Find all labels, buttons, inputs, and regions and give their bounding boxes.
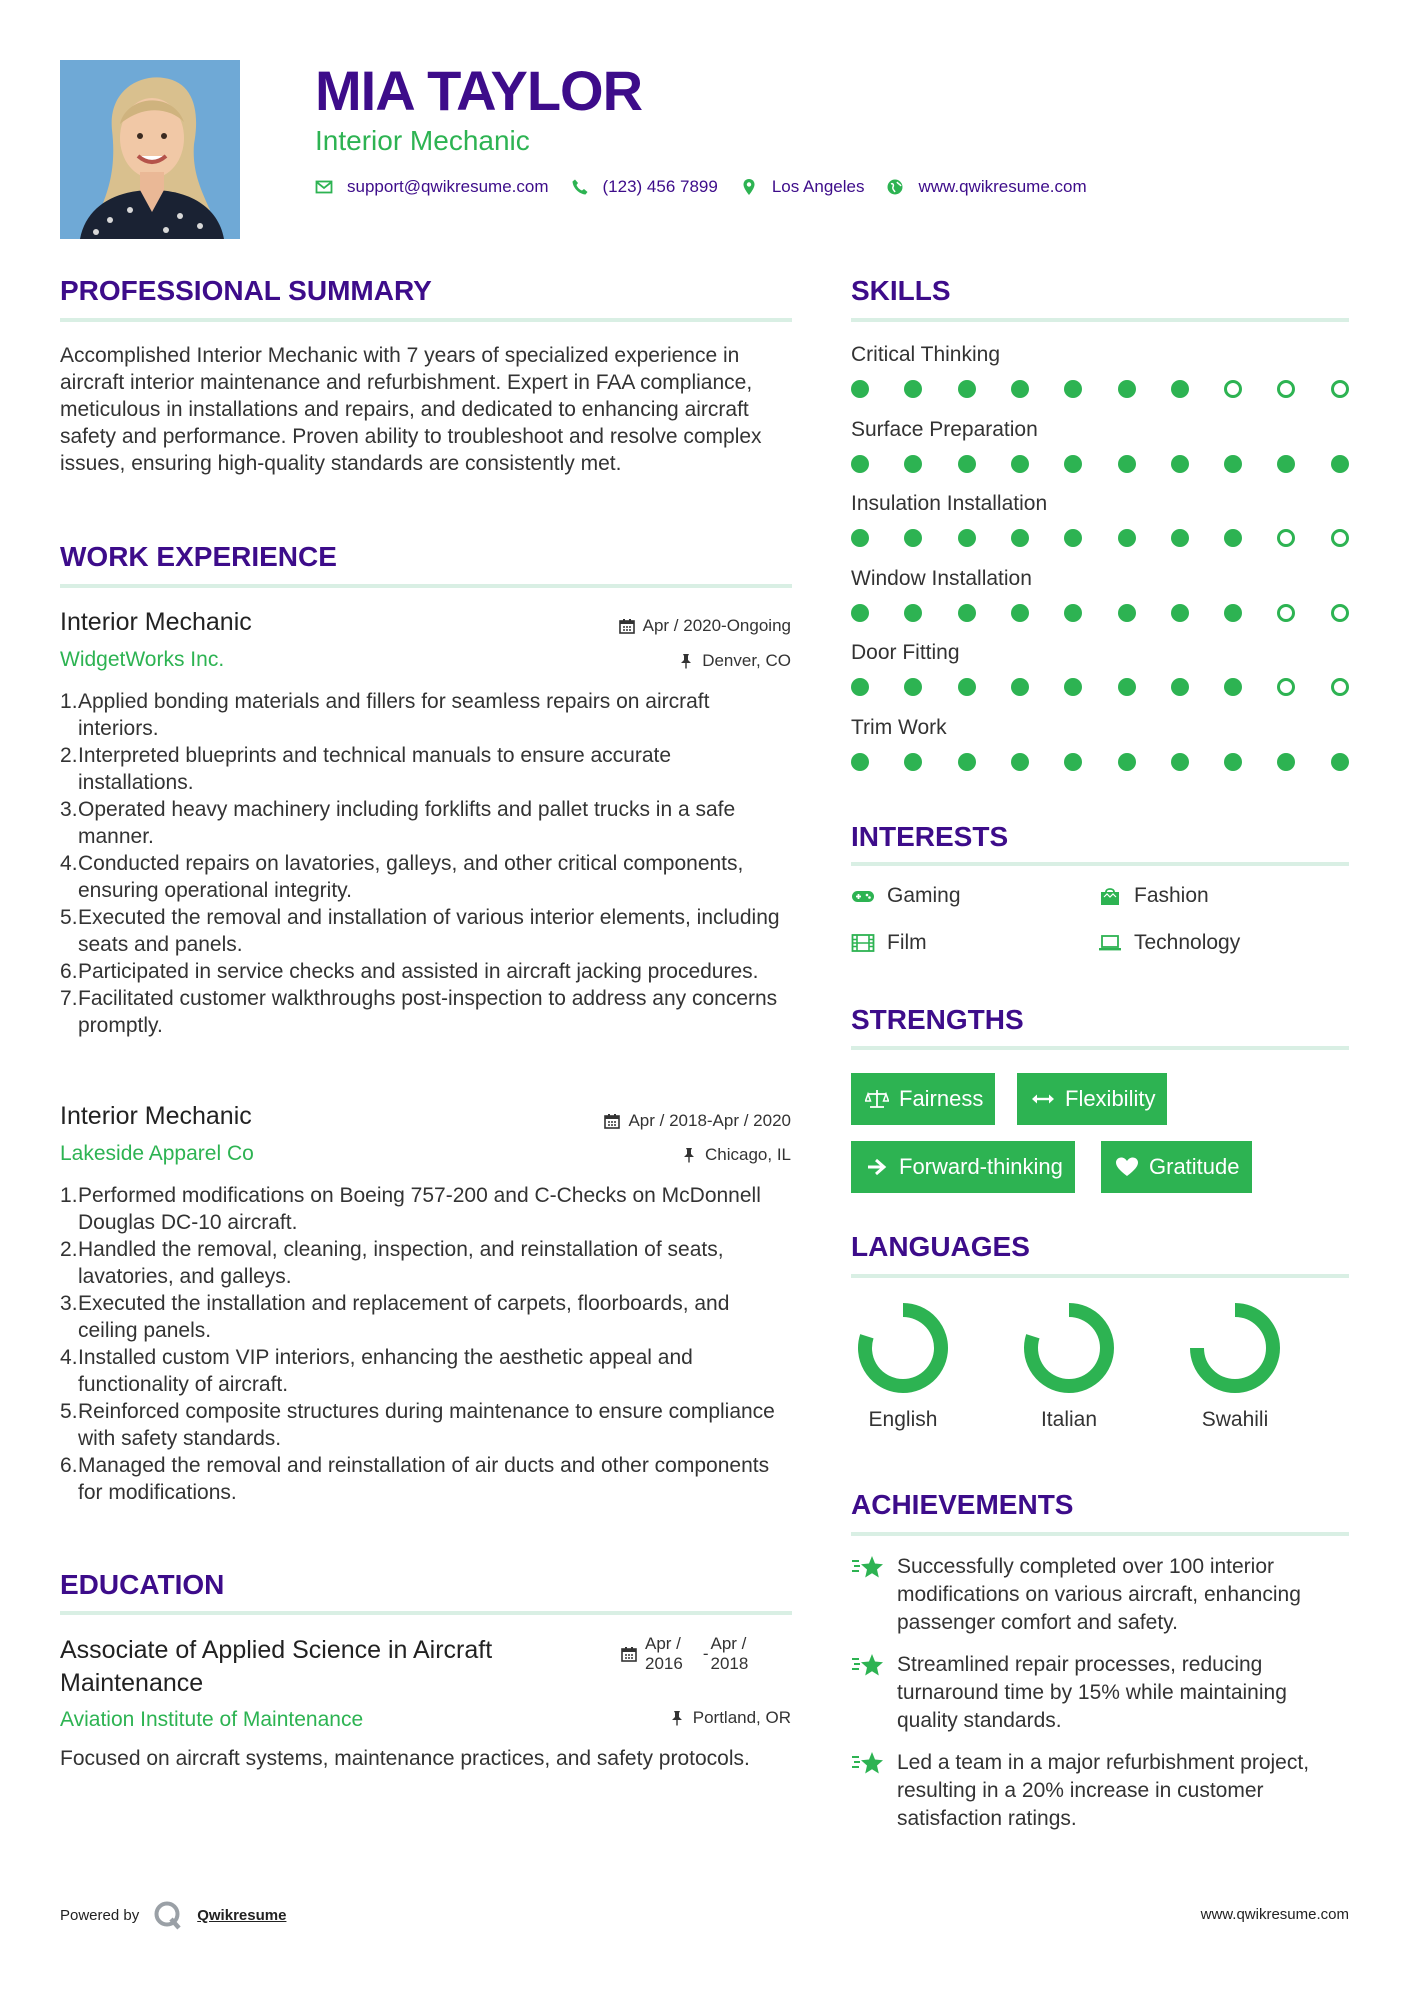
degree-line-2: Maintenance bbox=[60, 1669, 204, 1697]
skill-dot-filled bbox=[904, 380, 922, 398]
skill-dot-filled bbox=[1064, 678, 1082, 696]
skill-dot-filled bbox=[1331, 753, 1349, 771]
phone-text: (123) 456 7899 bbox=[602, 177, 718, 196]
job-2-dates-text: Apr / 2018-Apr / 2020 bbox=[628, 1111, 791, 1130]
job-1-dates bbox=[619, 616, 791, 636]
list-item: Handled the removal, cleaning, inspection, and reinstallation of seats, lavatories, and galleys. bbox=[78, 1238, 724, 1288]
summary-text: Accomplished Interior Mechanic with 7 years of specialized experience in aircraft interior maintenance and refurbishment. Expert in FAA compliance, meticulous in installations and repairs, and dedicated to enhancing aircraft safety and performance. Proven ability to troubleshoot and resolve complex issues, ensuring high-quality standards are consistently met. bbox=[60, 344, 762, 475]
skill-dot-filled bbox=[1011, 455, 1029, 473]
skill-dot-filled bbox=[958, 678, 976, 696]
start-year: 2016 bbox=[645, 1654, 683, 1673]
skill-name: Door Fitting bbox=[851, 641, 960, 665]
language-english bbox=[838, 1302, 968, 1432]
education-school: Aviation Institute of Maintenance bbox=[60, 1708, 364, 1731]
list-item: Performed modifications on Boeing 757-200 and C-Checks on McDonnell Douglas DC-10 aircraft. bbox=[78, 1184, 761, 1234]
calendar-icon bbox=[619, 618, 635, 634]
list-item: Interpreted blueprints and technical manuals to ensure accurate installations. bbox=[78, 744, 672, 794]
shooting-star-icon bbox=[851, 1651, 885, 1681]
skill-dot-filled bbox=[1224, 455, 1242, 473]
skill-dot-filled bbox=[1118, 455, 1136, 473]
skill-dot-filled bbox=[1224, 753, 1242, 771]
skill-dot-empty bbox=[1277, 678, 1295, 696]
achievement-2 bbox=[851, 1651, 1351, 1735]
pushpin-icon bbox=[669, 1710, 685, 1726]
education-description: Focused on aircraft systems, maintenance practices, and safety protocols. bbox=[60, 1747, 750, 1770]
skill-dot-filled bbox=[1171, 380, 1189, 398]
skill-dot-filled bbox=[958, 380, 976, 398]
skill-dot-filled bbox=[1118, 529, 1136, 547]
job-1-dates-text: Apr / 2020-Ongoing bbox=[642, 616, 791, 635]
list-item: Managed the removal and reinstallation of air ducts and other components for modifications. bbox=[78, 1454, 770, 1504]
job-1-location-text: Denver, CO bbox=[702, 651, 791, 670]
list-item: Executed the installation and replacement of carpets, floorboards, and ceiling panels. bbox=[78, 1292, 730, 1342]
language-italian-ring bbox=[1023, 1302, 1115, 1394]
education-degree bbox=[60, 1634, 492, 1700]
job-1-company: WidgetWorks Inc. bbox=[60, 648, 225, 671]
interest-label: Technology bbox=[1134, 931, 1241, 954]
strength-label: Gratitude bbox=[1149, 1154, 1240, 1179]
skill-dot-filled bbox=[1118, 604, 1136, 622]
website-text: www.qwikresume.com bbox=[918, 177, 1087, 196]
achievement-text: Successfully completed over 100 interior modifications on various aircraft, enhancing passenger comfort and safety. bbox=[897, 1555, 1301, 1634]
skill-dot-empty bbox=[1331, 604, 1349, 622]
job-2-company: Lakeside Apparel Co bbox=[60, 1142, 254, 1165]
skill-name: Trim Work bbox=[851, 716, 947, 739]
language-name: English bbox=[868, 1408, 938, 1431]
education-dates bbox=[621, 1634, 748, 1674]
skill-dot-filled bbox=[1064, 604, 1082, 622]
skill-dot-filled bbox=[1011, 678, 1029, 696]
education-start bbox=[645, 1634, 683, 1674]
achievement-text: Streamlined repair processes, reducing turnaround time by 15% while maintaining quality standards. bbox=[897, 1653, 1287, 1732]
skill-dot-empty bbox=[1224, 380, 1242, 398]
strength-label: Fairness bbox=[899, 1086, 984, 1111]
avatar bbox=[60, 60, 240, 239]
skill-dot-filled bbox=[1277, 455, 1295, 473]
skill-name: Surface Preparation bbox=[851, 417, 1038, 441]
calendar-icon bbox=[621, 1646, 637, 1662]
skill-dot-empty bbox=[1277, 529, 1295, 547]
job-1-location bbox=[678, 651, 791, 671]
skill-dot-filled bbox=[904, 455, 922, 473]
interests-divider bbox=[851, 862, 1349, 866]
end-year: 2018 bbox=[710, 1654, 749, 1673]
skill-dot-filled bbox=[958, 455, 976, 473]
skill-rating bbox=[851, 380, 1349, 400]
start-month: Apr / bbox=[645, 1634, 681, 1653]
contact-email[interactable] bbox=[315, 177, 549, 197]
education-location-text: Portland, OR bbox=[692, 1708, 791, 1727]
job-1-role: Interior Mechanic bbox=[60, 608, 252, 636]
degree-line-1: Associate of Applied Science in Aircraft bbox=[60, 1636, 493, 1664]
skill-dot-filled bbox=[1224, 604, 1242, 622]
achievements-heading: ACHIEVEMENTS bbox=[851, 1489, 1074, 1520]
end-month: Apr / bbox=[710, 1634, 747, 1653]
calendar-icon bbox=[604, 1113, 620, 1129]
list-item: Installed custom VIP interiors, enhancing the aesthetic appeal and functionality of aircraft. bbox=[78, 1346, 693, 1396]
skill-dot-filled bbox=[1171, 678, 1189, 696]
skill-dot-filled bbox=[1064, 753, 1082, 771]
shooting-star-icon bbox=[851, 1553, 885, 1583]
achievement-text: Led a team in a major refurbishment project, resulting in a 20% increase in customer satisfaction ratings. bbox=[897, 1751, 1310, 1830]
experience-divider bbox=[60, 584, 792, 588]
skill-dot-filled bbox=[1171, 455, 1189, 473]
skill-dot-filled bbox=[904, 529, 922, 547]
location-text: Los Angeles bbox=[771, 177, 865, 196]
skill-dot-filled bbox=[1171, 604, 1189, 622]
skill-name: Critical Thinking bbox=[851, 343, 1000, 366]
skill-dot-filled bbox=[1118, 678, 1136, 696]
skill-dot-empty bbox=[1277, 604, 1295, 622]
skill-dot-filled bbox=[1224, 529, 1242, 547]
interests-heading: INTERESTS bbox=[851, 821, 1009, 852]
achievement-1 bbox=[851, 1553, 1351, 1637]
envelope-icon bbox=[315, 178, 333, 196]
language-name: Italian bbox=[1040, 1408, 1098, 1431]
skill-dot-empty bbox=[1331, 678, 1349, 696]
skill-dot-filled bbox=[851, 604, 869, 622]
skill-dot-filled bbox=[904, 604, 922, 622]
skill-dot-filled bbox=[1011, 529, 1029, 547]
strengths-heading: STRENGTHS bbox=[851, 1004, 1024, 1035]
skill-dot-filled bbox=[1064, 455, 1082, 473]
interest-label: Film bbox=[887, 931, 927, 954]
list-item: Applied bonding materials and fillers for seamless repairs on aircraft interiors. bbox=[78, 690, 710, 740]
job-2-dates bbox=[604, 1111, 791, 1131]
strength-flexibility bbox=[1017, 1073, 1167, 1125]
skill-dot-filled bbox=[904, 678, 922, 696]
education-heading: EDUCATION bbox=[60, 1569, 225, 1600]
strength-label: Flexibility bbox=[1065, 1086, 1156, 1111]
interest-film bbox=[851, 930, 927, 956]
language-italian bbox=[1004, 1302, 1134, 1432]
skill-name: Window Installation bbox=[851, 566, 1032, 590]
skill-dot-filled bbox=[1011, 380, 1029, 398]
shooting-star-icon bbox=[851, 1749, 885, 1779]
skill-dot-filled bbox=[851, 455, 869, 473]
skill-dot-filled bbox=[851, 753, 869, 771]
film-icon bbox=[851, 933, 875, 953]
skill-dot-filled bbox=[1224, 678, 1242, 696]
languages-divider bbox=[851, 1274, 1349, 1278]
strengths-divider bbox=[851, 1046, 1349, 1050]
skill-dot-filled bbox=[1011, 604, 1029, 622]
pushpin-icon bbox=[678, 653, 694, 669]
qwikresume-logo-icon bbox=[153, 1900, 183, 1930]
candidate-title: Interior Mechanic bbox=[315, 125, 530, 156]
strength-forward-thinking bbox=[851, 1141, 1075, 1193]
skill-name: Insulation Installation bbox=[851, 492, 1048, 516]
skill-dot-filled bbox=[1011, 753, 1029, 771]
pushpin-icon bbox=[681, 1147, 697, 1163]
skill-dot-filled bbox=[1118, 753, 1136, 771]
list-item: Participated in service checks and assisted in aircraft jacking procedures. bbox=[78, 960, 759, 983]
skill-dot-filled bbox=[1331, 455, 1349, 473]
list-item: Operated heavy machinery including forklifts and pallet trucks in a safe manner. bbox=[78, 798, 736, 848]
job-1-duties bbox=[60, 688, 790, 1039]
skill-dot-filled bbox=[958, 753, 976, 771]
strength-label: Forward-thinking bbox=[899, 1154, 1063, 1179]
skill-dot-filled bbox=[1064, 529, 1082, 547]
skill-dot-filled bbox=[1171, 529, 1189, 547]
summary-heading: PROFESSIONAL SUMMARY bbox=[60, 275, 432, 306]
interest-fashion bbox=[1098, 883, 1209, 909]
laptop-icon bbox=[1098, 933, 1122, 953]
gamepad-icon bbox=[851, 886, 875, 906]
balance-scale-icon bbox=[865, 1088, 889, 1110]
powered-by-text: Powered by bbox=[60, 1906, 140, 1924]
languages-heading: LANGUAGES bbox=[851, 1231, 1030, 1262]
skill-dot-filled bbox=[1277, 753, 1295, 771]
skill-dot-filled bbox=[851, 529, 869, 547]
contact-website[interactable] bbox=[886, 177, 1086, 197]
skill-dot-filled bbox=[851, 380, 869, 398]
skills-heading: SKILLS bbox=[851, 275, 951, 306]
list-item: Reinforced composite structures during maintenance to ensure compliance with safety standards. bbox=[78, 1400, 775, 1450]
skill-dot-filled bbox=[904, 753, 922, 771]
skill-dot-filled bbox=[1171, 753, 1189, 771]
skill-dot-filled bbox=[958, 604, 976, 622]
date-dash: - bbox=[702, 1644, 709, 1663]
globe-icon bbox=[886, 178, 904, 196]
achievement-3 bbox=[851, 1749, 1351, 1833]
footer-powered-by bbox=[60, 1900, 286, 1930]
job-2-location-text: Chicago, IL bbox=[705, 1145, 791, 1164]
achievements-divider bbox=[851, 1532, 1349, 1536]
skill-dot-empty bbox=[1277, 380, 1295, 398]
contact-phone[interactable] bbox=[571, 177, 718, 197]
job-2-location bbox=[681, 1145, 791, 1165]
phone-icon bbox=[571, 178, 589, 196]
language-english-ring bbox=[857, 1302, 949, 1394]
list-item: Executed the removal and installation of various interior elements, including seats and panels. bbox=[78, 906, 780, 956]
strength-gratitude bbox=[1101, 1141, 1252, 1193]
skill-dot-empty bbox=[1331, 380, 1349, 398]
skill-dot-filled bbox=[1118, 380, 1136, 398]
contact-location bbox=[740, 177, 865, 197]
experience-heading: WORK EXPERIENCE bbox=[60, 541, 337, 572]
education-divider bbox=[60, 1611, 792, 1615]
language-name: Swahili bbox=[1201, 1408, 1269, 1431]
interest-gaming bbox=[851, 883, 961, 909]
profile-photo bbox=[60, 60, 240, 239]
interest-label: Fashion bbox=[1134, 884, 1209, 907]
skill-rating bbox=[851, 753, 1349, 773]
interest-label: Gaming bbox=[887, 884, 961, 907]
language-swahili-ring bbox=[1189, 1302, 1281, 1394]
skill-dot-empty bbox=[1331, 529, 1349, 547]
summary-divider bbox=[60, 318, 792, 322]
email-text: support@qwikresume.com bbox=[347, 177, 549, 196]
arrow-right-icon bbox=[865, 1156, 889, 1178]
shopping-bag-icon bbox=[1098, 886, 1122, 906]
list-item: Facilitated customer walkthroughs post-inspection to address any concerns promptly. bbox=[78, 987, 778, 1037]
skill-rating bbox=[851, 678, 1349, 698]
brand-link[interactable]: Qwikresume bbox=[197, 1906, 287, 1924]
interest-technology bbox=[1098, 930, 1240, 956]
heart-icon bbox=[1115, 1156, 1139, 1178]
double-arrow-icon bbox=[1031, 1088, 1055, 1110]
list-item: Conducted repairs on lavatories, galleys, and other critical components, ensuring operational integrity. bbox=[78, 852, 744, 902]
education-end bbox=[711, 1634, 749, 1674]
language-swahili bbox=[1170, 1302, 1300, 1432]
skill-rating bbox=[851, 604, 1349, 624]
job-2-role: Interior Mechanic bbox=[60, 1102, 252, 1130]
candidate-name: MIA TAYLOR bbox=[315, 59, 643, 122]
contact-bar bbox=[315, 177, 1109, 197]
skill-rating bbox=[851, 455, 1349, 475]
education-location bbox=[669, 1708, 791, 1728]
skill-dot-filled bbox=[958, 529, 976, 547]
skill-dot-filled bbox=[1064, 380, 1082, 398]
map-marker-icon bbox=[740, 178, 758, 196]
footer-website[interactable]: www.qwikresume.com bbox=[1200, 1906, 1349, 1923]
skills-divider bbox=[851, 318, 1349, 322]
skill-dot-filled bbox=[851, 678, 869, 696]
strength-fairness bbox=[851, 1073, 995, 1125]
skill-rating bbox=[851, 529, 1349, 549]
job-2-duties bbox=[60, 1182, 790, 1506]
